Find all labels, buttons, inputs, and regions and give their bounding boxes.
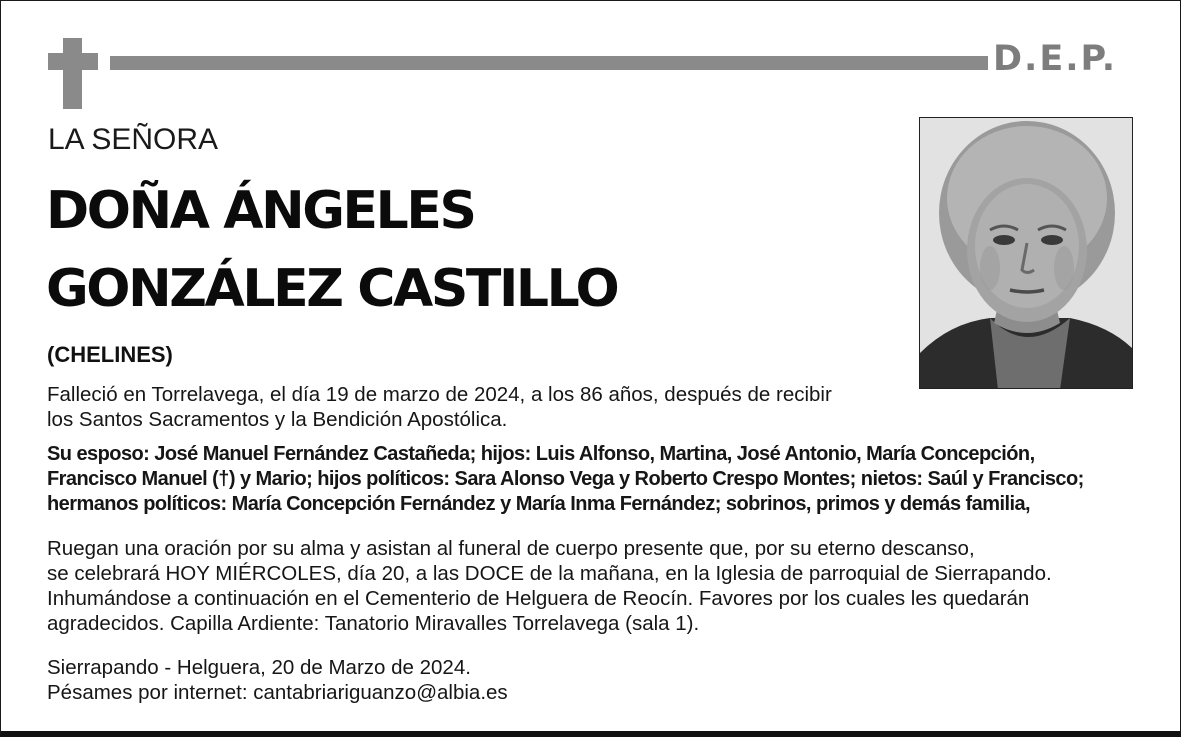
deceased-name: [46, 172, 617, 328]
death-line: Falleció en Torrelavega, el día 19 de marzo de 2024, a los 86 años, después de recibir: [47, 383, 832, 406]
funeral-paragraph: [47, 536, 1052, 636]
deceased-name-line1: DOÑA ÁNGELES: [46, 181, 475, 241]
cross-icon-bar: [48, 53, 98, 70]
header-rule: [110, 56, 988, 70]
death-line: los Santos Sacramentos y la Bendición Apostólica.: [47, 408, 508, 431]
cross-icon: [63, 38, 82, 109]
family-line: Francisco Manuel (†) y Mario; hijos políticos: Sara Alonso Vega y Roberto Crespo Montes; nietos: Saúl y Francisco;: [47, 468, 1084, 490]
deceased-name-line2: GONZÁLEZ CASTILLO: [46, 259, 618, 319]
dep-label: D.E.P.: [993, 39, 1118, 79]
portrait-photo: [919, 117, 1133, 389]
family-line: Su esposo: José Manuel Fernández Castañeda; hijos: Luis Alfonso, Martina, José Antonio, María Concepción,: [47, 443, 1035, 465]
condolences-contact: Pésames por internet: cantabriariguanzo@albia.es: [47, 681, 508, 704]
place-date: Sierrapando - Helguera, 20 de Marzo de 2024.: [47, 656, 471, 679]
deceased-nickname: (CHELINES): [47, 342, 173, 367]
funeral-line: Inhumándose a continuación en el Cementerio de Helguera de Reocín. Favores por los cuales les quedarán: [47, 587, 1030, 610]
family-line: hermanos políticos: María Concepción Fernández y María Inma Fernández; sobrinos, primos y demás familia,: [47, 493, 1031, 515]
death-paragraph: [47, 382, 832, 432]
funeral-line: Ruegan una oración por su alma y asistan al funeral de cuerpo presente que, por su eterno descanso,: [47, 537, 975, 560]
family-paragraph: [47, 442, 1084, 517]
portrait-illustration: [920, 118, 1133, 389]
funeral-line: se celebrará HOY MIÉRCOLES, día 20, a las DOCE de la mañana, en la Iglesia de parroquial de Sierrapando.: [47, 562, 1052, 585]
footer: [47, 655, 508, 705]
funeral-line: agradecidos. Capilla Ardiente: Tanatorio Miravalles Torrelavega (sala 1).: [47, 612, 700, 635]
title-prefix: LA SEÑORA: [48, 123, 219, 156]
